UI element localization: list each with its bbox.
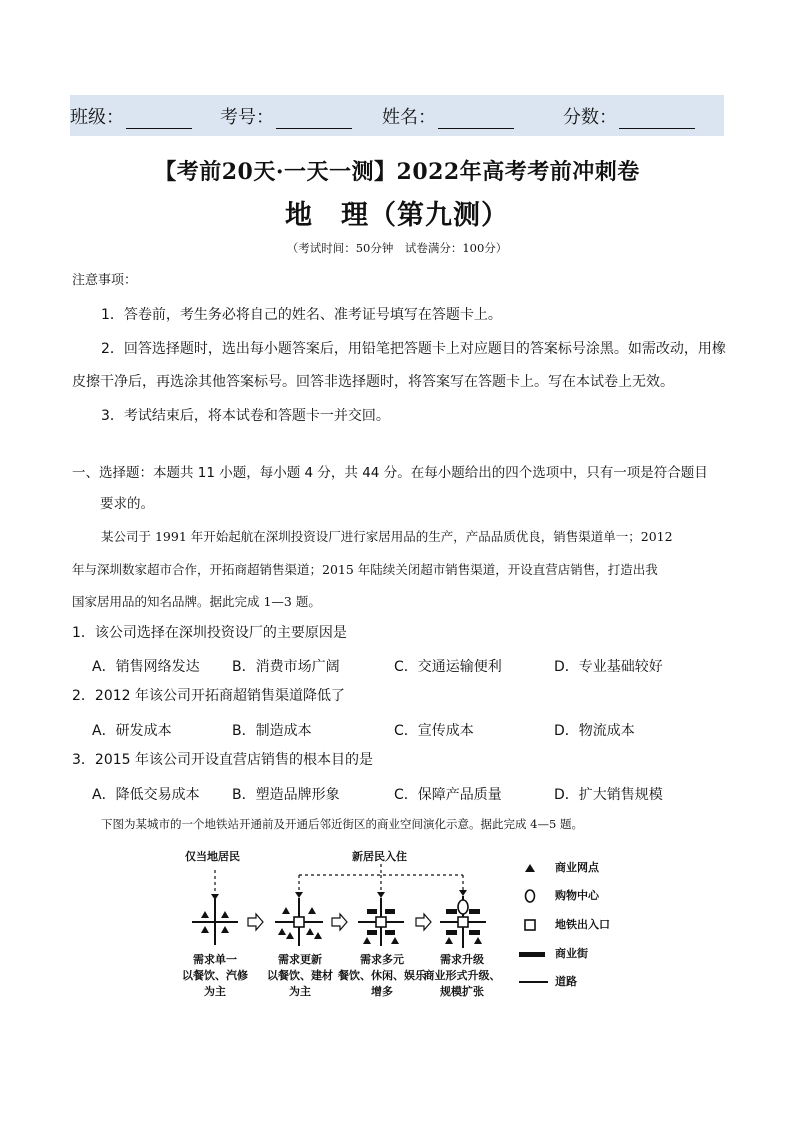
legend-shopping-center-label: 购物中心: [555, 889, 599, 902]
legend-street-icon: [519, 952, 545, 957]
legend-road-label: 道路: [555, 975, 577, 988]
passage2: 下图为某城市的一个地铁站开通前及开通后邻近街区的商业空间演化示意。据此完成 4—5 题。: [101, 817, 583, 831]
notice-item-3: 3．考试结束后，将本试卷和答题卡一并交回。: [101, 408, 390, 424]
class-blank[interactable]: [126, 110, 192, 129]
exam-title: 【考前20天·一天一测】2022年高考考前冲刺卷: [154, 159, 640, 185]
new-residents-connector: [299, 864, 463, 896]
question-1-option-d[interactable]: D．专业基础较好: [554, 659, 663, 675]
question-1-option-c[interactable]: C．交通运输便利: [394, 659, 502, 675]
question-3-option-d[interactable]: D．扩大销售规模: [554, 787, 663, 803]
name-label: 姓名：: [382, 106, 436, 128]
section-heading-line-1: 一、选择题：本题共 11 小题，每小题 4 分，共 44 分。在每小题给出的四个选项中，只有一项是符合题目: [72, 465, 708, 481]
question-1-stem: 1．该公司选择在深圳投资设厂的主要原因是: [72, 625, 347, 641]
legend-shopping-center-icon: [526, 890, 535, 902]
question-2-option-d[interactable]: D．物流成本: [554, 723, 635, 739]
class-field[interactable]: [70, 103, 192, 129]
legend-metro-label: 地铁出入口: [555, 918, 610, 931]
stage1-outlet-4: [221, 926, 229, 933]
exam-id-label: 考号：: [220, 106, 274, 128]
question-2-stem: 2．2012 年该公司开拓商超销售渠道降低了: [72, 688, 345, 704]
passage1-line-2: 年与深圳数家超市合作，开拓商超销售渠道；2015 年陆续关闭超市销售渠道，开设直营店销售，打造出我: [72, 562, 658, 577]
stage2-metro-entrance: [294, 917, 304, 927]
score-label: 分数：: [563, 106, 617, 128]
stage3-metro-entrance: [376, 917, 386, 927]
question-3-option-c[interactable]: C．保障产品质量: [394, 787, 502, 803]
section-heading-line-2: 要求的。: [100, 496, 154, 512]
exam-info: （考试时间：50分钟 试卷满分：100分）: [286, 241, 508, 255]
name-field[interactable]: [382, 103, 514, 129]
exam-id-field[interactable]: [220, 103, 352, 129]
stage3-caption: 需求多元 餐饮、休闲、娱乐 增多: [338, 953, 426, 998]
legend-outlet-label: 商业网点: [555, 861, 599, 874]
stage-arrow-1: [248, 914, 263, 930]
question-3-option-b[interactable]: B．塑造品牌形象: [232, 787, 340, 803]
stage-arrow-3: [416, 914, 431, 930]
name-blank[interactable]: [438, 110, 514, 129]
question-1-option-b[interactable]: B．消费市场广阔: [232, 659, 340, 675]
stage1-crossroad: [192, 899, 238, 945]
legend-street-label: 商业街: [555, 947, 588, 960]
passage1-line-1: 某公司于 1991 年开始起航在深圳投资设厂进行家居用品的生产，产品品质优良，销售渠道单一；2012: [101, 529, 673, 544]
stage2-caption: 需求更新 以餐饮、建材 为主: [267, 953, 333, 998]
legend-metro-icon: [525, 920, 535, 930]
stage1-outlet-3: [201, 926, 209, 933]
legend-outlet-icon: [525, 864, 535, 872]
notice-item-2-line-1: 2．回答选择题时，选出每小题答案后，用铅笔把答题卡上对应题目的答案标号涂黑。如需改动，用橡: [101, 341, 726, 357]
stage4-metro-entrance: [458, 917, 468, 927]
notice-heading: 注意事项：: [72, 273, 138, 288]
stage-arrow-2: [332, 914, 347, 930]
question-3-option-a[interactable]: A．降低交易成本: [92, 787, 200, 803]
stage1-outlet-2: [221, 911, 229, 918]
question-1-option-a[interactable]: A．销售网络发达: [92, 659, 200, 675]
stage1-outlet-1: [201, 911, 209, 918]
question-2-option-b[interactable]: B．制造成本: [232, 723, 312, 739]
stage4-caption: 需求升级 商业形式升级、 规模扩张: [423, 953, 501, 998]
stage1-caption: 需求单一 以餐饮、汽修 为主: [182, 953, 248, 998]
notice-item-1: 1．答卷前，考生务必将自己的姓名、准考证号填写在答题卡上。: [101, 307, 502, 323]
question-2-option-a[interactable]: A．研发成本: [92, 723, 172, 739]
label-new-residents: 新居民入住: [352, 850, 407, 863]
exam-id-blank[interactable]: [276, 110, 352, 129]
score-blank[interactable]: [619, 110, 695, 129]
class-label: 班级：: [70, 106, 124, 128]
score-field[interactable]: [563, 103, 695, 129]
commercial-space-diagram: [0, 840, 794, 1020]
label-local-residents: 仅当地居民: [185, 850, 240, 863]
notice-item-2-line-2: 皮擦干净后，再选涂其他答案标号。回答非选择题时，将答案写在答题卡上。写在本试卷上无效。: [72, 374, 674, 390]
question-3-stem: 3．2015 年该公司开设直营店销售的根本目的是: [72, 752, 373, 768]
stage4-shopping-center: [458, 900, 468, 914]
subject-title: 地 理（第九测）: [285, 200, 509, 231]
question-2-option-c[interactable]: C．宣传成本: [394, 723, 474, 739]
student-info-bar: [70, 95, 724, 136]
passage1-line-3: 国家居用品的知名品牌。据此完成 1—3 题。: [72, 594, 321, 609]
